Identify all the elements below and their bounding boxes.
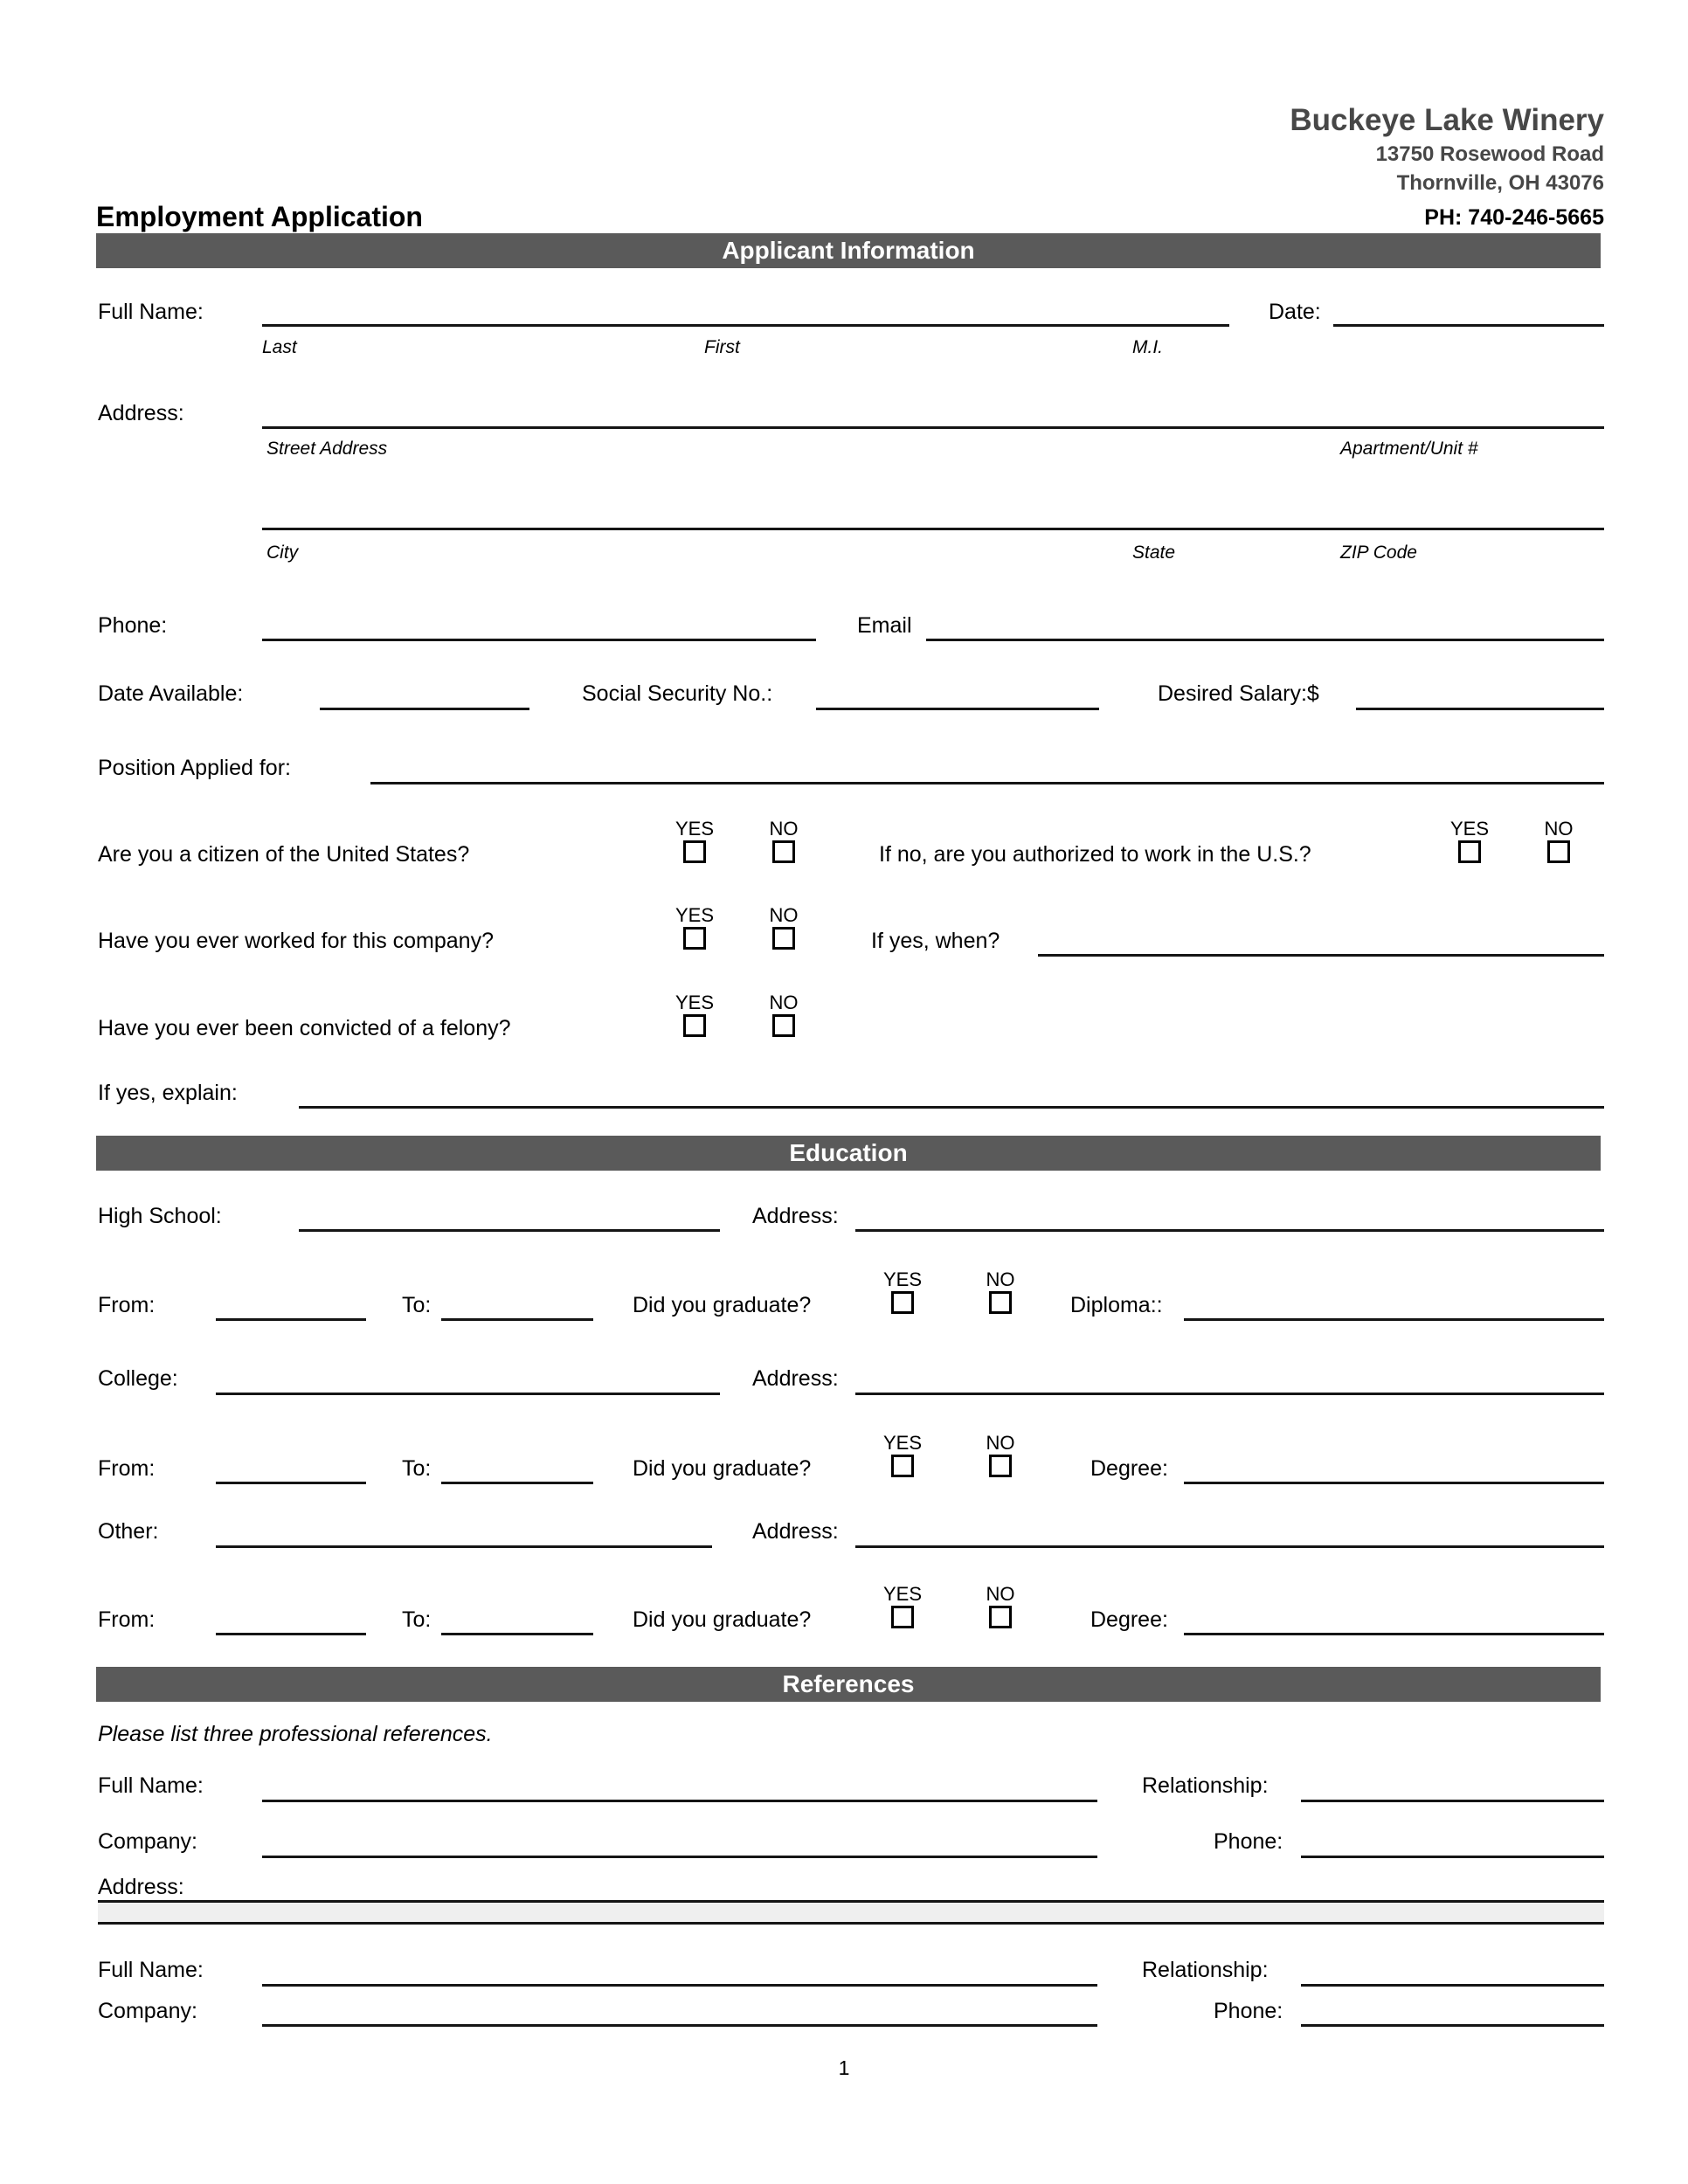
college-grad-yes-checkbox[interactable]: [891, 1455, 914, 1477]
hs-from-label: From:: [98, 1293, 156, 1317]
ref1-address-band: [98, 1903, 1604, 1922]
other-grad-yes-checkbox[interactable]: [891, 1606, 914, 1628]
if-yes-when-field[interactable]: [1038, 954, 1604, 957]
high-school-field[interactable]: [299, 1229, 720, 1232]
ref1-relationship-field[interactable]: [1301, 1800, 1604, 1802]
ref1-address-label: Address:: [98, 1875, 184, 1899]
email-field[interactable]: [926, 639, 1604, 641]
authorized-yes-caption: YES: [1449, 818, 1490, 840]
if-yes-explain-label: If yes, explain:: [98, 1081, 238, 1105]
high-school-label: High School:: [98, 1204, 222, 1228]
full-name-label: Full Name:: [98, 300, 204, 324]
ref2-full-name-label: Full Name:: [98, 1958, 204, 1982]
hs-did-you-graduate-label: Did you graduate?: [633, 1293, 812, 1317]
high-school-address-field[interactable]: [855, 1229, 1604, 1232]
felony-yes-checkbox[interactable]: [683, 1014, 706, 1037]
other-school-label: Other:: [98, 1519, 159, 1544]
college-grad-no-checkbox[interactable]: [989, 1455, 1012, 1477]
desired-salary-label: Desired Salary:$: [1158, 681, 1319, 706]
ref2-company-field[interactable]: [262, 2024, 1097, 2027]
position-applied-label: Position Applied for:: [98, 756, 291, 780]
street-address-hint: Street Address: [266, 439, 388, 459]
company-phone: PH: 740-246-5665: [1424, 205, 1604, 230]
authorized-no-checkbox[interactable]: [1547, 840, 1570, 863]
ref2-phone-label: Phone:: [1214, 1999, 1283, 2023]
other-degree-field[interactable]: [1184, 1633, 1604, 1635]
other-address-label: Address:: [752, 1519, 839, 1544]
phone-field[interactable]: [262, 639, 816, 641]
company-name: Buckeye Lake Winery: [1290, 103, 1604, 137]
ref1-address-field-line2[interactable]: [98, 1922, 1604, 1925]
college-label: College:: [98, 1366, 178, 1391]
section-header-references: References: [96, 1667, 1601, 1702]
citizen-question: Are you a citizen of the United States?: [98, 842, 470, 867]
ref2-company-label: Company:: [98, 1999, 197, 2023]
college-address-label: Address:: [752, 1366, 839, 1391]
college-to-field[interactable]: [441, 1482, 593, 1484]
name-first-hint: First: [704, 337, 740, 357]
apartment-unit-hint: Apartment/Unit #: [1340, 439, 1478, 459]
college-grad-no-caption: NO: [986, 1432, 1015, 1454]
section-header-education: Education: [96, 1136, 1601, 1171]
desired-salary-field[interactable]: [1356, 708, 1604, 710]
ref2-full-name-field[interactable]: [262, 1984, 1097, 1987]
felony-no-checkbox[interactable]: [772, 1014, 795, 1037]
ssn-field[interactable]: [816, 708, 1099, 710]
ref2-relationship-field[interactable]: [1301, 1984, 1604, 1987]
position-applied-field[interactable]: [370, 782, 1604, 784]
ref1-phone-field[interactable]: [1301, 1856, 1604, 1858]
worked-yes-caption: YES: [675, 904, 715, 926]
other-address-field[interactable]: [855, 1545, 1604, 1548]
college-degree-label: Degree:: [1090, 1456, 1168, 1481]
other-to-field[interactable]: [441, 1633, 593, 1635]
state-hint: State: [1132, 543, 1176, 563]
full-name-field[interactable]: [262, 324, 1229, 327]
authorized-yes-checkbox[interactable]: [1458, 840, 1481, 863]
ref2-phone-field[interactable]: [1301, 2024, 1604, 2027]
date-available-label: Date Available:: [98, 681, 244, 706]
date-available-field[interactable]: [320, 708, 529, 710]
college-field[interactable]: [216, 1393, 720, 1395]
company-address-line2: Thornville, OH 43076: [1396, 171, 1604, 195]
college-did-you-graduate-label: Did you graduate?: [633, 1456, 812, 1481]
college-grad-yes-caption: YES: [882, 1432, 923, 1454]
hs-diploma-field[interactable]: [1184, 1318, 1604, 1321]
zip-code-hint: ZIP Code: [1340, 543, 1417, 563]
other-grad-yes-caption: YES: [882, 1583, 923, 1605]
felony-question: Have you ever been convicted of a felony?: [98, 1016, 511, 1040]
ref2-relationship-label: Relationship:: [1142, 1958, 1269, 1982]
other-school-field[interactable]: [216, 1545, 712, 1548]
email-label: Email: [857, 613, 912, 638]
other-from-label: From:: [98, 1607, 156, 1632]
other-degree-label: Degree:: [1090, 1607, 1168, 1632]
worked-before-question: Have you ever worked for this company?: [98, 929, 494, 953]
citizen-yes-caption: YES: [675, 818, 715, 840]
citizen-no-checkbox[interactable]: [772, 840, 795, 863]
hs-grad-yes-caption: YES: [882, 1268, 923, 1290]
other-did-you-graduate-label: Did you graduate?: [633, 1607, 812, 1632]
college-to-label: To:: [402, 1456, 432, 1481]
hs-from-field[interactable]: [216, 1318, 366, 1321]
ref1-company-label: Company:: [98, 1829, 197, 1854]
other-to-label: To:: [402, 1607, 432, 1632]
if-yes-when-label: If yes, when?: [871, 929, 1000, 953]
hs-to-field[interactable]: [441, 1318, 593, 1321]
name-mi-hint: M.I.: [1132, 337, 1163, 357]
citizen-yes-checkbox[interactable]: [683, 840, 706, 863]
worked-no-caption: NO: [769, 904, 799, 926]
hs-grad-no-checkbox[interactable]: [989, 1291, 1012, 1314]
section-header-applicant-information: Applicant Information: [96, 233, 1601, 268]
hs-to-label: To:: [402, 1293, 432, 1317]
college-degree-field[interactable]: [1184, 1482, 1604, 1484]
company-address-line1: 13750 Rosewood Road: [1375, 142, 1604, 166]
page-number: 1: [838, 2056, 850, 2079]
name-last-hint: Last: [262, 337, 297, 357]
authorized-no-caption: NO: [1544, 818, 1574, 840]
college-address-field[interactable]: [855, 1393, 1604, 1395]
ref1-full-name-label: Full Name:: [98, 1773, 204, 1798]
city-state-zip-field[interactable]: [262, 528, 1604, 530]
references-instruction: Please list three professional references.: [98, 1722, 493, 1746]
date-label: Date:: [1269, 300, 1321, 324]
citizen-no-caption: NO: [769, 818, 799, 840]
ref1-relationship-label: Relationship:: [1142, 1773, 1269, 1798]
hs-diploma-label: Diploma::: [1070, 1293, 1163, 1317]
other-from-field[interactable]: [216, 1633, 366, 1635]
form-title: Employment Application: [96, 201, 423, 232]
felony-yes-caption: YES: [675, 992, 715, 1013]
city-hint: City: [266, 543, 299, 563]
ref1-phone-label: Phone:: [1214, 1829, 1283, 1854]
felony-no-caption: NO: [769, 992, 799, 1013]
if-yes-explain-field[interactable]: [299, 1106, 1604, 1109]
hs-grad-no-caption: NO: [986, 1268, 1015, 1290]
worked-no-checkbox[interactable]: [772, 927, 795, 950]
ref1-full-name-field[interactable]: [262, 1800, 1097, 1802]
other-grad-no-checkbox[interactable]: [989, 1606, 1012, 1628]
phone-label: Phone:: [98, 613, 168, 638]
college-from-field[interactable]: [216, 1482, 366, 1484]
worked-yes-checkbox[interactable]: [683, 927, 706, 950]
authorized-question: If no, are you authorized to work in the U.S.?: [879, 842, 1311, 867]
date-field[interactable]: [1333, 324, 1604, 327]
ssn-label: Social Security No.:: [582, 681, 773, 706]
other-grad-no-caption: NO: [986, 1583, 1015, 1605]
ref1-company-field[interactable]: [262, 1856, 1097, 1858]
address-label: Address:: [98, 401, 184, 425]
high-school-address-label: Address:: [752, 1204, 839, 1228]
college-from-label: From:: [98, 1456, 156, 1481]
street-address-field[interactable]: [262, 426, 1604, 429]
hs-grad-yes-checkbox[interactable]: [891, 1291, 914, 1314]
